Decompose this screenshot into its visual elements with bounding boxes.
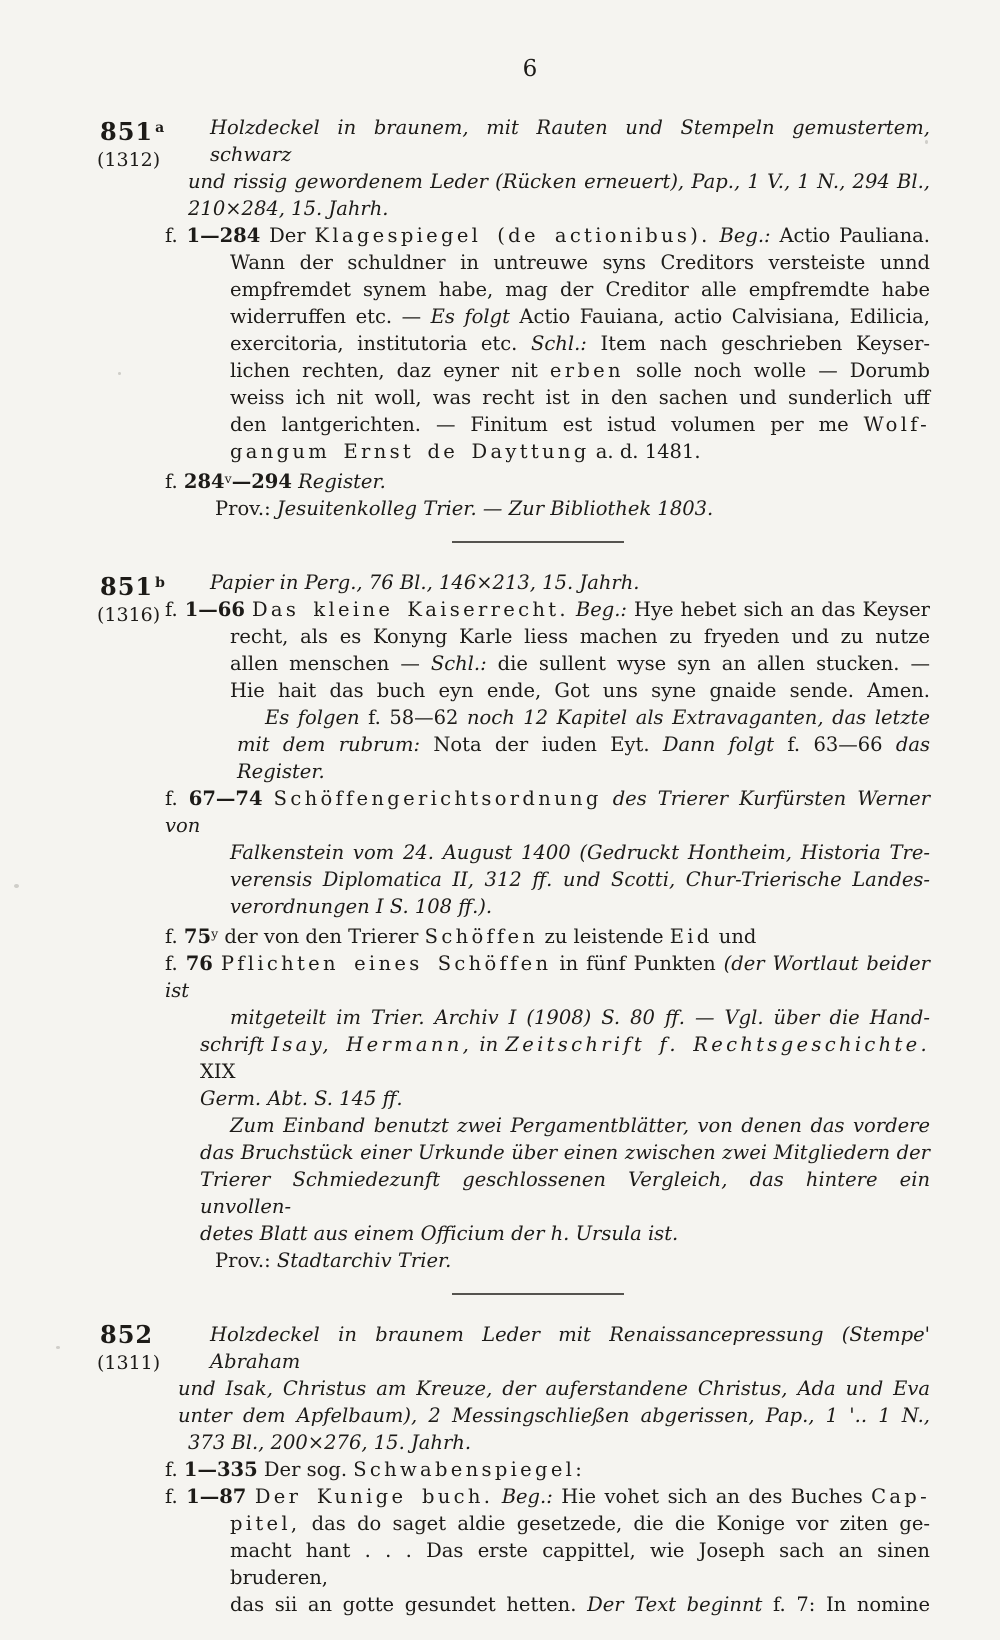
text-segment: Prov.: [215, 1249, 277, 1272]
text-segment: Beg.: [501, 1485, 553, 1508]
entry-number [100, 115, 172, 145]
text-segment: detes Blatt aus einem Officium der h. Ursula ist. [200, 1222, 679, 1245]
text-segment: f. 63—66 [774, 733, 896, 756]
entry-label [97, 1320, 172, 1374]
catalog-line [165, 330, 930, 357]
text-segment: lichen rechten, daz eyner nit [230, 359, 550, 382]
catalog-entries [0, 114, 1000, 1618]
text-segment: f. [165, 1458, 184, 1481]
catalog-line [165, 1456, 930, 1483]
text-segment: schrift [200, 1033, 272, 1056]
text-segment: Der sog. [257, 1458, 354, 1481]
scan-speck [56, 1346, 60, 1349]
text-segment: gangum Ernst de Dayttung [230, 440, 590, 463]
entry-body [165, 1321, 930, 1618]
catalog-line [165, 785, 930, 839]
entry-shelfmark: (1316) [97, 604, 161, 626]
entry-number-superscript: a [155, 120, 166, 136]
text-segment: v [224, 471, 232, 486]
catalog-line [165, 704, 930, 731]
catalog-line [165, 195, 930, 222]
text-segment: exercitoria, institutoria etc. [230, 332, 532, 355]
text-segment: Actio Pauliana. [770, 224, 930, 247]
text-segment: Es folgen [265, 706, 360, 729]
text-segment: und [712, 925, 757, 948]
entry-body [165, 114, 930, 522]
text-segment [711, 224, 720, 247]
entry-label [97, 570, 172, 626]
text-segment: Trierer Schmiedezunft geschlossenen Vergleich, das hintere ein unvollen- [200, 1168, 930, 1218]
text-segment: Falkenstein vom 24. August 1400 (Gedruckt Hontheim, Historia Tre- [230, 841, 930, 864]
entry-body [165, 569, 930, 1274]
text-segment: 76 [185, 952, 213, 975]
catalog-entry-851a [0, 114, 930, 522]
scan-speck [118, 372, 121, 375]
text-segment: erben [549, 359, 624, 382]
text-segment: in [472, 1033, 506, 1056]
text-segment: f. [165, 598, 185, 621]
catalog-line [165, 623, 930, 650]
text-segment: empfremdet synem habe, mag der Creditor alle empfremdte habe [230, 278, 930, 301]
catalog-line [165, 1112, 930, 1139]
entry-number-superscript: b [155, 575, 166, 591]
text-segment: f. [165, 470, 184, 493]
text-segment: 1—87 [186, 1485, 247, 1508]
catalog-line [165, 731, 930, 785]
catalog-line [165, 950, 930, 1004]
text-segment [263, 787, 274, 810]
entry-number-text: 851 [100, 572, 154, 601]
catalog-line [165, 893, 930, 920]
text-segment: y [211, 926, 219, 941]
catalog-entry-851b [0, 569, 930, 1274]
text-segment [602, 787, 613, 810]
text-segment: f. 7: In nomine [762, 1593, 930, 1616]
catalog-line [165, 569, 930, 596]
text-segment: Der Text beginnt [587, 1593, 763, 1616]
text-segment: verordnungen I S. 108 ff.). [230, 895, 493, 918]
catalog-line [165, 1375, 930, 1402]
text-segment: 1—284 [186, 224, 261, 247]
text-segment: mit dem rubrum: [237, 733, 421, 756]
catalog-line [165, 1247, 930, 1274]
text-segment: Holzdeckel in braunem Leder mit Renaissancepressung (Stempe' Abraham [210, 1323, 930, 1373]
text-segment: f. 58—62 [359, 706, 467, 729]
text-segment: a. d. 1481. [589, 440, 701, 463]
catalog-line [165, 249, 930, 276]
text-segment: und Isak, Christus am Kreuze, der auferstandene Christus, Ada und Eva [178, 1377, 930, 1400]
text-segment: Nota der iuden Eyt. [420, 733, 663, 756]
text-segment: Klagespiegel (de actionibus). [314, 224, 711, 247]
text-segment: Schöffen [424, 925, 539, 948]
text-segment: XIX [200, 1060, 236, 1083]
catalog-line [165, 1510, 930, 1537]
catalog-line [165, 1139, 930, 1166]
text-segment: Hye hebet sich an das Keyser [627, 598, 931, 621]
entry-number [100, 570, 172, 600]
catalog-line [165, 1321, 930, 1375]
page-number: 6 [522, 56, 538, 82]
text-segment: verensis Diplomatica II, 312 ff. und Scotti, Chur-Trierische Landes- [230, 868, 930, 891]
text-segment: Hie vohet sich an des Buches [552, 1485, 872, 1508]
text-segment: Hie hait das buch eyn ende, Got uns syne gnaide sende. Amen. [230, 679, 930, 702]
entry-number [100, 1322, 172, 1348]
text-segment: Wann der schuldner in untreuwe syns Creditors versteiste unnd [230, 251, 930, 274]
text-segment: weiss ich nit woll, was recht ist in den sachen und sunderlich uff [230, 386, 930, 409]
text-segment [246, 1485, 254, 1508]
catalog-entry-852 [0, 1321, 930, 1618]
text-segment: das Bruchstück einer Urkunde über einen zwischen zwei Mitgliedern der [200, 1141, 930, 1164]
scan-speck [925, 140, 928, 144]
entry-number-text: 851 [100, 117, 154, 146]
text-segment: noch 12 Kapitel als Extravaganten, das letzte [466, 706, 930, 729]
text-segment: das sii an gotte gesundet hetten. [230, 1593, 588, 1616]
catalog-line [165, 114, 930, 168]
text-segment: das Register. [237, 733, 931, 783]
catalog-line [165, 650, 930, 677]
text-segment: 210×284, 15. Jahrh. [188, 197, 389, 220]
catalog-line [165, 677, 930, 704]
text-segment: Register. [298, 470, 386, 493]
text-segment [245, 598, 252, 621]
text-segment: Pflichten eines Schöffen [220, 952, 552, 975]
text-segment: widerruffen etc. — [230, 305, 431, 328]
text-segment: Zeitschrift f. Rechtsgeschichte. [505, 1033, 930, 1056]
catalog-line [165, 1429, 930, 1456]
text-segment: Cap- [871, 1485, 931, 1508]
text-segment: und rissig gewordenem Leder (Rücken erneuert), Pap., 1 V., 1 N., 294 Bl., [188, 170, 930, 193]
text-segment: des Trierer Kurfürsten Werner von [165, 787, 931, 837]
catalog-line [165, 276, 930, 303]
text-segment: Beg.: [719, 224, 771, 247]
text-segment: f. [165, 952, 186, 975]
text-segment: Das kleine Kaiserrecht. [251, 598, 569, 621]
catalog-line [165, 1591, 930, 1618]
catalog-line [165, 1031, 930, 1085]
text-segment: das do saget aldie gesetzede, die die Konige vor ziten ge- [300, 1512, 930, 1535]
text-segment: Der Kunige buch. [254, 1485, 494, 1508]
catalog-line [165, 1085, 930, 1112]
catalog-line [165, 1004, 930, 1031]
catalog-line [165, 1220, 930, 1247]
text-segment: pitel, [230, 1512, 301, 1535]
text-segment: zu leistende [538, 925, 670, 948]
text-segment: f. [165, 787, 189, 810]
text-segment: Jesuitenkolleg Trier. — Zur Bibliothek 1803. [276, 497, 714, 520]
catalog-line [165, 866, 930, 893]
catalog-line [165, 596, 930, 623]
text-segment: recht, als es Konyng Karle liess machen zu fryeden und zu nutze [230, 625, 930, 648]
text-segment: 67—74 [188, 787, 263, 810]
text-segment: 1—66 [184, 598, 245, 621]
text-segment: die sullent wyse syn an allen stucken. — [486, 652, 930, 675]
text-segment: solle noch wolle — Dorumb [623, 359, 930, 382]
text-segment: Isay, Hermann, [271, 1033, 473, 1056]
catalog-line [165, 303, 930, 330]
text-segment: Germ. Abt. S. 145 ff. [200, 1087, 403, 1110]
catalog-line [165, 438, 930, 465]
text-segment: Stadtarchiv Trier. [276, 1249, 452, 1272]
catalog-line [165, 384, 930, 411]
catalog-line [165, 168, 930, 195]
text-segment: Es folgt [430, 305, 510, 328]
catalog-line [165, 222, 930, 249]
text-segment: 75 [183, 925, 212, 948]
text-segment: Dann folgt [662, 733, 775, 756]
text-segment [213, 952, 221, 975]
text-segment: mitgeteilt im Trier. Archiv I (1908) S. 80 ff. — Vgl. über die Hand- [230, 1006, 930, 1029]
text-segment [569, 598, 576, 621]
text-segment: 1—335 [183, 1458, 258, 1481]
catalog-line [165, 1402, 930, 1429]
text-segment [493, 1485, 501, 1508]
text-segment: f. [165, 224, 187, 247]
text-segment: Wolf- [863, 413, 930, 436]
text-segment: f. [165, 1485, 187, 1508]
catalog-line [165, 495, 930, 522]
text-segment: (der Wortlaut beider ist [165, 952, 931, 1002]
text-segment: Zum Einband benutzt zwei Pergamentblätter, von denen das vordere [230, 1114, 930, 1137]
entry-label [97, 115, 172, 171]
catalog-line [165, 411, 930, 438]
text-segment: allen menschen — [230, 652, 431, 675]
text-segment: —294 [231, 470, 292, 493]
text-segment: der von den Trierer [218, 925, 425, 948]
text-segment: Beg.: [575, 598, 627, 621]
catalog-line [165, 839, 930, 866]
entry-number-text: 852 [100, 1320, 154, 1349]
text-segment: Schöffengerichtsordnung [273, 787, 602, 810]
text-segment: Schl.: [430, 652, 487, 675]
entry-shelfmark: (1312) [97, 149, 161, 171]
text-segment: Prov.: [215, 497, 277, 520]
text-segment: den lantgerichten. — Finitum est istud volumen per me [230, 413, 864, 436]
catalog-line [165, 1166, 930, 1220]
text-segment: 284 [183, 470, 225, 493]
text-segment: 373 Bl., 200×276, 15. Jahrh. [188, 1431, 472, 1454]
text-segment: Item nach geschrieben Keyser- [586, 332, 930, 355]
catalog-line [165, 357, 930, 384]
entry-shelfmark: (1311) [97, 1352, 161, 1374]
text-segment: Eid [669, 925, 713, 948]
text-segment: macht hant . . . Das erste cappittel, wie Joseph sach an sinen bruderen, [230, 1539, 930, 1589]
text-segment: Schwabenspiegel: [353, 1458, 586, 1481]
text-segment: Der [260, 224, 315, 247]
text-segment: Actio Fauiana, actio Calvisiana, Edilicia, [509, 305, 930, 328]
text-segment: f. [165, 925, 184, 948]
text-segment: Schl.: [531, 332, 587, 355]
text-segment: Papier in Perg., 76 Bl., 146×213, 15. Jahrh. [210, 571, 640, 594]
text-segment: in fünf Punkten [551, 952, 724, 975]
text-segment: Holzdeckel in braunem, mit Rauten und Stempeln gemustertem, schwarz [210, 116, 930, 166]
section-divider [452, 1293, 624, 1295]
text-segment: unter dem Apfelbaum), 2 Messingschließen abgerissen, Pap., 1 '.. 1 N., [178, 1404, 930, 1427]
catalog-line [165, 920, 930, 950]
catalog-line [165, 1537, 930, 1591]
section-divider [452, 541, 624, 543]
catalog-line [165, 465, 930, 495]
catalog-line [165, 1483, 930, 1510]
scan-speck [14, 884, 19, 888]
